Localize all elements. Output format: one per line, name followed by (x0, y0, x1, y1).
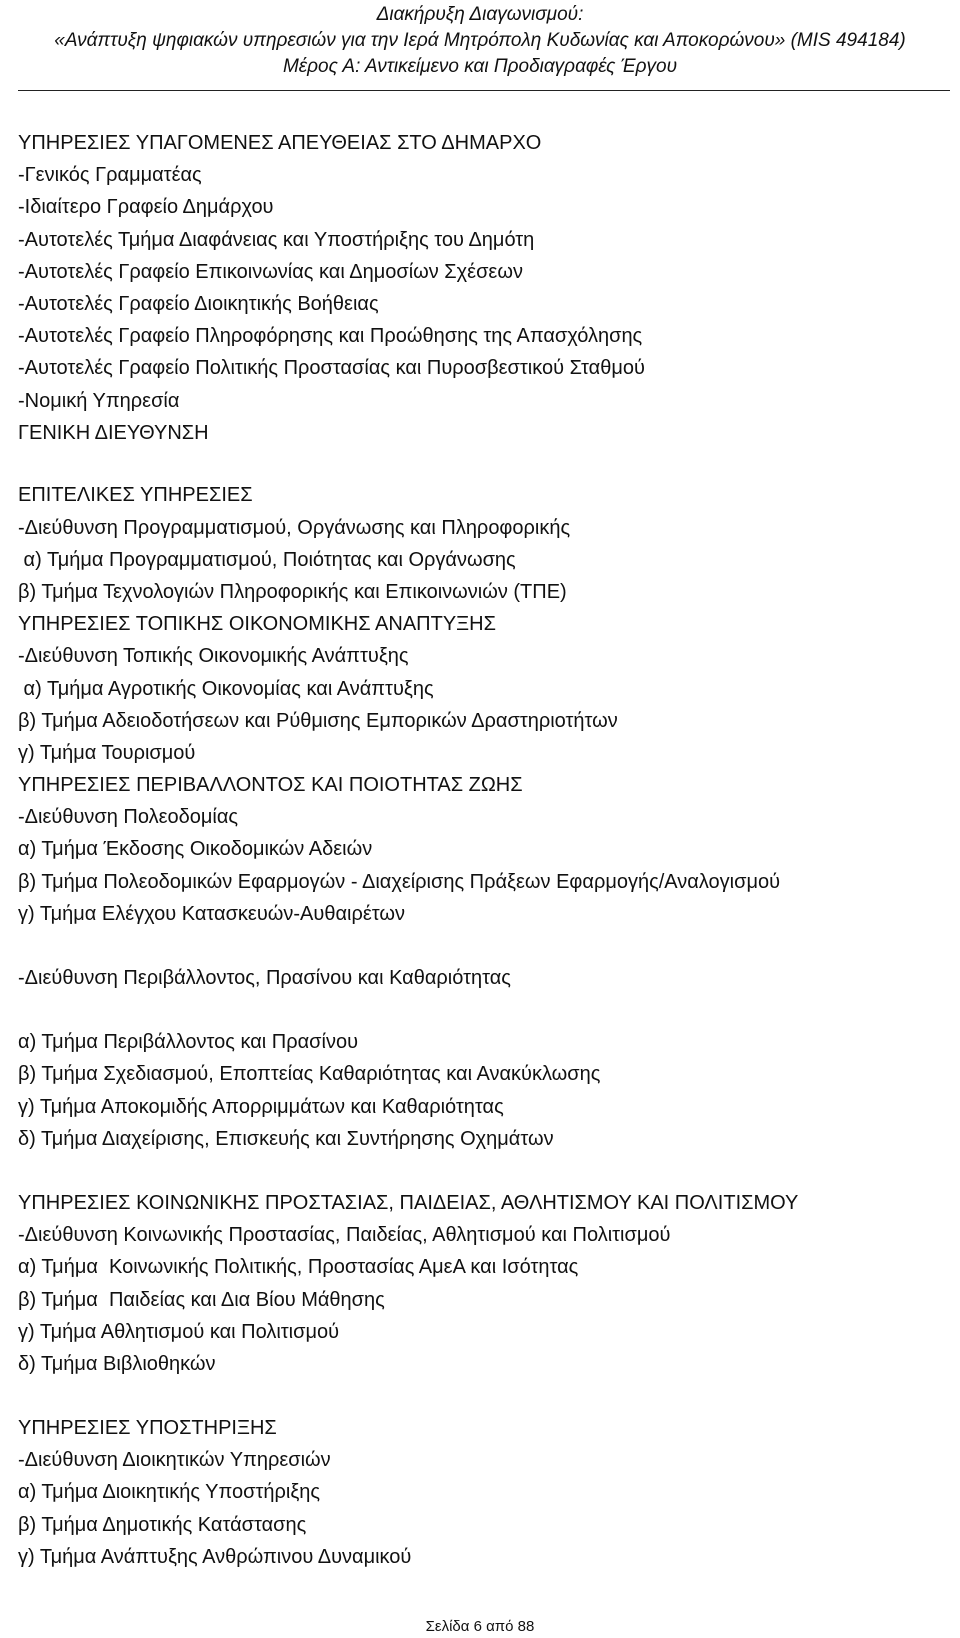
list-item: γ) Τμήμα Ανάπτυξης Ανθρώπινου Δυναμικού (18, 1545, 412, 1568)
list-item: γ) Τμήμα Ελέγχου Κατασκευών-Αυθαιρέτων (18, 902, 405, 925)
section-block-5 (18, 1187, 953, 1380)
list-item: δ) Τμήμα Βιβλιοθηκών (18, 1352, 216, 1375)
list-item: -Διεύθυνση Τοπικής Οικονομικής Ανάπτυξης (18, 645, 409, 668)
list-item: -Διεύθυνση Κοινωνικής Προστασίας, Παιδείας, Αθλητισμού και Πολιτισμού (18, 1224, 671, 1247)
list-item: β) Τμήμα Δημοτικής Κατάστασης (18, 1513, 307, 1536)
list-item: -Αυτοτελές Γραφείο Πολιτικής Προστασίας και Πυροσβεστικού Σταθμού (18, 357, 645, 380)
list-item: -Διεύθυνση Περιβάλλοντος, Πρασίνου και Καθαριότητας (18, 967, 511, 989)
section-heading-local-economy: ΥΠΗΡΕΣΙΕΣ ΤΟΠΙΚΗΣ ΟΙΚΟΝΟΜΙΚΗΣ ΑΝΑΠΤΥΞΗΣ (18, 613, 496, 636)
document-body (18, 127, 953, 1573)
list-item: γ) Τμήμα Τουρισμού (18, 741, 196, 764)
list-item: α) Τμήμα Διοικητικής Υποστήριξης (18, 1481, 321, 1504)
list-item: β) Τμήμα Πολεοδομικών Εφαρμογών - Διαχείρισης Πράξεων Εφαρμογής/Αναλογισμού (18, 870, 781, 893)
section-block-3 (18, 962, 953, 994)
list-item: γ) Τμήμα Αθλητισμού και Πολιτισμού (18, 1320, 340, 1343)
list-item: α) Τμήμα Έκδοσης Οικοδομικών Αδειών (18, 838, 373, 861)
list-item: -Γενικός Γραμματέας (18, 164, 202, 187)
list-item: -Ιδιαίτερο Γραφείο Δημάρχου (18, 196, 274, 219)
spacer (18, 1155, 953, 1187)
list-item: β) Τμήμα Αδειοδοτήσεων και Ρύθμισης Εμπορικών Δραστηριοτήτων (18, 709, 618, 732)
list-item: β) Τμήμα Τεχνολογιών Πληροφορικής και Επικοινωνιών (ΤΠΕ) (18, 580, 567, 603)
section-block-2 (18, 479, 953, 930)
list-item: -Διεύθυνση Πολεοδομίας (18, 806, 239, 829)
list-item: -Αυτοτελές Τμήμα Διαφάνειας και Υποστήριξης του Δημότη (18, 228, 535, 251)
list-item: δ) Τμήμα Διαχείρισης, Επισκευής και Συντήρησης Οχημάτων (18, 1127, 554, 1150)
list-item: β) Τμήμα Παιδείας και Δια Βίου Μάθησης (18, 1288, 385, 1311)
section-heading-support-services: ΥΠΗΡΕΣΙΕΣ ΥΠΟΣΤΗΡΙΞΗΣ (18, 1417, 277, 1440)
list-item: α) Τμήμα Περιβάλλοντος και Πρασίνου (18, 1031, 359, 1054)
list-item: -Αυτοτελές Γραφείο Επικοινωνίας και Δημοσίων Σχέσεων (18, 260, 523, 283)
header-line-3: Μέρος Α: Αντικείμενο και Προδιαγραφές Έργου (282, 56, 678, 77)
list-item: α) Τμήμα Αγροτικής Οικονομίας και Ανάπτυξης (18, 677, 434, 700)
section-heading-general-directorate: ΓΕΝΙΚΗ ΔΙΕΥΘΥΝΣΗ (18, 421, 209, 444)
section-block-1 (18, 127, 953, 449)
spacer (18, 930, 953, 962)
section-heading-mayor-services: ΥΠΗΡΕΣΙΕΣ ΥΠΑΓΟΜΕΝΕΣ ΑΠΕΥΘΕΙΑΣ ΣΤΟ ΔΗΜΑΡΧΟ (18, 132, 542, 154)
header-divider (18, 90, 950, 91)
list-item: -Διεύθυνση Διοικητικών Υπηρεσιών (18, 1449, 331, 1472)
spacer (18, 1380, 953, 1412)
list-item: -Νομική Υπηρεσία (18, 389, 180, 412)
section-heading-environment: ΥΠΗΡΕΣΙΕΣ ΠΕΡΙΒΑΛΛΟΝΤΟΣ ΚΑΙ ΠΟΙΟΤΗΤΑΣ ΖΩΗΣ (18, 774, 523, 797)
header-line-1: Διακήρυξη Διαγωνισμού: (376, 4, 584, 25)
spacer (18, 994, 953, 1026)
page-number: Σελίδα 6 από 88 (425, 1618, 535, 1635)
header-line-2: «Ανάπτυξη ψηφιακών υπηρεσιών για την Ιερά Μητρόπολη Κυδωνίας και Αποκορώνου» (MIS 494184) (54, 30, 906, 51)
section-block-4 (18, 1026, 953, 1155)
list-item: -Αυτοτελές Γραφείο Διοικητικής Βοήθειας (18, 292, 379, 315)
section-heading-social-services: ΥΠΗΡΕΣΙΕΣ ΚΟΙΝΩΝΙΚΗΣ ΠΡΟΣΤΑΣΙΑΣ, ΠΑΙΔΕΙΑΣ, ΑΘΛΗΤΙΣΜΟΥ ΚΑΙ ΠΟΛΙΤΙΣΜΟΥ (18, 1191, 799, 1214)
list-item: α) Τμήμα Προγραμματισμού, Ποιότητας και Οργάνωσης (18, 548, 516, 571)
list-item: -Διεύθυνση Προγραμματισμού, Οργάνωσης και Πληροφορικής (18, 516, 571, 539)
page-header (0, 2, 960, 80)
section-heading-staff-services: ΕΠΙΤΕΛΙΚΕΣ ΥΠΗΡΕΣΙΕΣ (18, 484, 253, 507)
spacer (18, 449, 953, 480)
section-block-6 (18, 1412, 953, 1573)
list-item: γ) Τμήμα Αποκομιδής Απορριμμάτων και Καθαριότητας (18, 1095, 504, 1118)
list-item: β) Τμήμα Σχεδιασμού, Εποπτείας Καθαριότητας και Ανακύκλωσης (18, 1063, 601, 1086)
list-item: α) Τμήμα Κοινωνικής Πολιτικής, Προστασίας ΑμεΑ και Ισότητας (18, 1256, 579, 1279)
list-item: -Αυτοτελές Γραφείο Πληροφόρησης και Προώθησης της Απασχόλησης (18, 325, 643, 348)
